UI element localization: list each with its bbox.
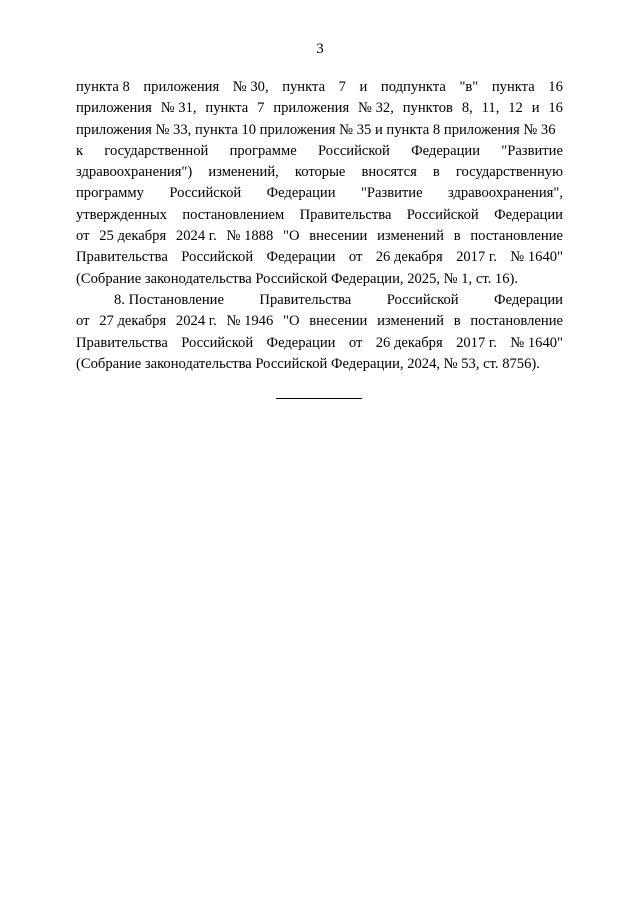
word: 11, [481, 100, 500, 117]
word: Федерации [494, 206, 563, 223]
text-line-5 [76, 162, 563, 183]
text-line-1 [76, 77, 563, 98]
word: 26 декабря [375, 249, 443, 266]
word: 26 декабря [375, 334, 443, 351]
text-line-3 [76, 120, 563, 141]
word: "О [283, 313, 300, 330]
word: здравоохранения", [447, 185, 563, 202]
word: Российской [181, 249, 254, 266]
word: "О [283, 228, 300, 245]
text-line-4 [76, 141, 563, 162]
word: от [76, 313, 90, 330]
word: 16 [548, 79, 563, 95]
word: 8. Постановление [114, 291, 224, 308]
word: здравоохранения") [76, 164, 193, 181]
word: 7 [338, 79, 346, 95]
word: Российской [386, 291, 459, 308]
word: Правительства [299, 206, 392, 223]
document-body [76, 77, 563, 375]
word: (Собрание законодательства Российской Федерации, 2025, № 1, ст. 16). [76, 270, 519, 287]
text-line-11 [76, 290, 563, 311]
word: изменений, [208, 164, 279, 181]
word: постановлением [182, 206, 285, 223]
word: программу [76, 185, 144, 202]
text-line-12 [76, 311, 563, 332]
word: Правительства [76, 334, 168, 351]
word: пункта [491, 79, 535, 95]
word: № 1640" [510, 249, 563, 266]
word: "Развитие [360, 185, 423, 202]
text-line-2 [76, 98, 563, 119]
word: приложения [143, 79, 220, 95]
word: Федерации [266, 249, 336, 266]
word: государственной [104, 142, 209, 159]
word: 25 декабря [99, 228, 167, 245]
word: которые [294, 164, 346, 181]
word: в [453, 313, 461, 330]
word: к [76, 142, 84, 159]
word: 7 [257, 100, 265, 117]
text-line-13 [76, 333, 563, 354]
word: "Развитие [501, 142, 563, 159]
word: № 30, [232, 79, 269, 95]
word: внесении [309, 313, 368, 330]
word: 27 декабря [99, 313, 167, 330]
word: постановление [470, 228, 563, 245]
word: Федерации [266, 334, 336, 351]
text-line-14 [76, 354, 563, 375]
word: и [531, 100, 540, 117]
word: 2024 г. [175, 228, 217, 245]
word: 16 [548, 100, 563, 117]
text-line-9 [76, 247, 563, 268]
page-number: 3 [316, 41, 324, 57]
word: в [432, 164, 440, 181]
word: Федерации [494, 291, 563, 308]
word: Правительства [76, 249, 168, 266]
word: пункта [282, 79, 326, 95]
word: от [76, 228, 90, 245]
word: от [348, 334, 363, 351]
word: вносятся [361, 164, 417, 181]
word: изменений [377, 228, 444, 245]
word: государственную [455, 164, 563, 181]
word: Федерации [266, 185, 336, 202]
word: Российской [406, 206, 479, 223]
end-separator-line [276, 398, 362, 399]
word: приложения [273, 100, 350, 117]
text-line-7 [76, 205, 563, 226]
text-line-10 [76, 269, 563, 290]
word: программе [229, 142, 297, 159]
word: № 1946 [226, 313, 274, 330]
word: в [453, 228, 461, 245]
word: Российской [317, 142, 390, 159]
word: Российской [181, 334, 254, 351]
word: № 31, [160, 100, 197, 117]
word: (Собрание законодательства Российской Федерации, 2024, № 53, ст. 8756). [76, 355, 540, 372]
word: № 1888 [226, 228, 274, 245]
word: утвержденных [76, 206, 167, 223]
word: Федерации [411, 142, 481, 159]
word: приложения [76, 100, 152, 117]
text-line-6 [76, 183, 563, 204]
word: пунктов [402, 100, 453, 117]
word: пункта 8 [76, 79, 130, 95]
word: от [348, 249, 363, 266]
text-line-8 [76, 226, 563, 247]
word: 2017 г. [456, 334, 497, 351]
word: 12 [508, 100, 523, 117]
word: № 32, [358, 100, 394, 117]
word: 2017 г. [456, 249, 497, 266]
word: 8, [461, 100, 473, 117]
word: приложения № 33, пункта 10 приложения № 35 и пункта 8 приложения № 36 [76, 121, 556, 138]
word: № 1640" [510, 334, 563, 351]
word: "в" [459, 79, 479, 95]
word: подпункта [380, 79, 446, 95]
word: и [359, 79, 368, 95]
word: внесении [309, 228, 368, 245]
word: изменений [377, 313, 444, 330]
word: Правительства [259, 291, 352, 308]
word: 2024 г. [175, 313, 217, 330]
word: Российской [169, 185, 242, 202]
word: пункта [205, 100, 249, 117]
word: постановление [470, 313, 563, 330]
